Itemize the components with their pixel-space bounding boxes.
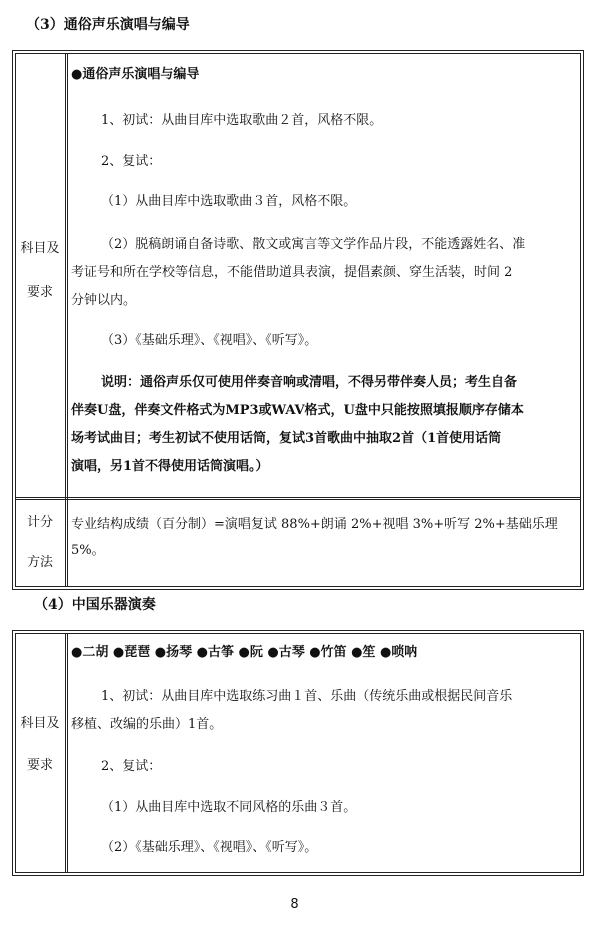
requirements-label-line-2: 要求	[26, 285, 53, 300]
subject-title: ●通俗声乐演唱与编导	[71, 67, 200, 82]
requirement-line: 分钟以内。	[71, 293, 137, 308]
scoring-label-line-2: 方法	[26, 555, 53, 570]
page-number: 8	[290, 897, 299, 912]
scoring-label-line-1: 计分	[26, 515, 53, 530]
section-3-heading: （3）通俗声乐演唱与编导	[26, 17, 190, 33]
instruments-list: ●二胡 ●琵琶 ●扬琴 ●古筝 ●阮 ●古琴 ●竹笛 ●笙 ●唢呐	[71, 645, 418, 660]
section-4-table	[12, 630, 584, 876]
requirement-line: 2、复试：	[101, 154, 162, 169]
requirement-line: 移植、改编的乐曲）1首。	[71, 717, 223, 732]
requirements-label	[15, 703, 65, 787]
requirement-line: 考证号和所在学校等信息，不能借助道具表演，提倡素颜、穿生活装，时间 2	[71, 265, 513, 280]
section-4-heading: （4）中国乐器演奏	[34, 597, 156, 613]
note-line: 伴奏U盘，伴奏文件格式为MP3或WAV格式，U盘中只能按照填报顺序存储本	[71, 403, 524, 418]
scoring-line: 专业结构成绩（百分制）=演唱复试 88%+朗诵 2%+视唱 3%+听写 2%+基础乐理	[71, 517, 558, 532]
requirement-line: （3）《基础乐理》、《视唱》、《听写》。	[101, 333, 318, 348]
requirement-line: （1）从曲目库中选取歌曲３首，风格不限。	[101, 194, 357, 209]
requirement-line: 2、复试：	[101, 759, 162, 774]
requirement-line: （1）从曲目库中选取不同风格的乐曲３首。	[101, 800, 357, 815]
requirement-line: （2）脱稿朗诵自备诗歌、散文或寓言等文学作品片段，不能透露姓名、准	[101, 237, 526, 252]
requirements-label-line-1: 科目及	[20, 241, 60, 256]
note-line: 场考试曲目；考生初试不使用话筒，复试3首歌曲中抽取2首（1首使用话筒	[71, 431, 502, 446]
requirement-line: （2）《基础乐理》、《视唱》、《听写》。	[101, 840, 318, 855]
note-line: 演唱，另1首不得使用话筒演唱。）	[71, 459, 269, 474]
requirements-label-line-2: 要求	[26, 758, 53, 773]
section-3-table	[12, 50, 584, 590]
note-line: 说明：通俗声乐仅可使用伴奏音响或清唱，不得另带伴奏人员；考生自备	[101, 375, 518, 390]
scoring-label	[15, 503, 65, 583]
requirement-line: 1、初试：从曲目库中选取歌曲２首，风格不限。	[101, 113, 383, 128]
requirements-label-line-1: 科目及	[20, 716, 60, 731]
requirements-content	[71, 633, 579, 873]
scoring-line: 5%。	[71, 543, 105, 558]
requirements-content	[71, 53, 579, 497]
requirements-label	[15, 227, 65, 315]
requirement-line: 1、初试：从曲目库中选取练习曲１首、乐曲（传统乐曲或根据民间音乐	[101, 689, 513, 704]
